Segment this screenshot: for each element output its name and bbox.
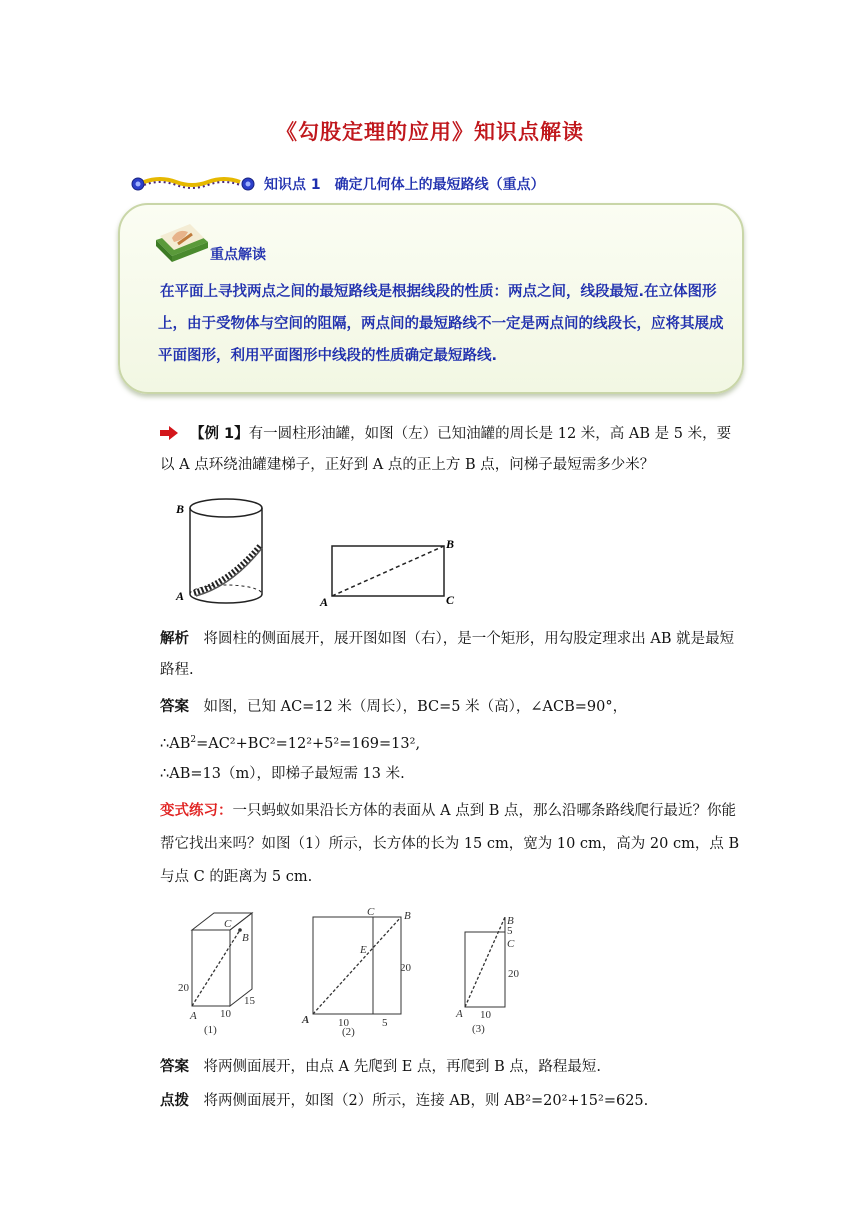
variant-figures (170, 905, 530, 1040)
knowledge-point-heading (130, 173, 545, 195)
answer-1-line-2: $\therefore AB^2=AC^2+BC^2=12^2+5^2=169=13^2$, (160, 735, 421, 752)
key-box-heading: 重点解读 (210, 247, 266, 263)
fig1-depth: 15 (244, 995, 255, 1007)
fig3-distance: 5 (507, 925, 513, 937)
fig2-height: 20 (400, 962, 411, 974)
variant-practice (160, 795, 740, 894)
analysis-text: 将圆柱的侧面展开，展开图如图（右），是一个矩形，用勾股定理求出 AB 就是最短路程. (160, 631, 735, 678)
fig3-height: 20 (508, 968, 519, 980)
fig1-height: 20 (178, 982, 189, 994)
analysis (160, 624, 740, 686)
fig2-width-1: 10 (338, 1017, 349, 1029)
answer-1-line-2-rest: =AC²+BC²=12²+5²=169=13², (196, 735, 421, 752)
fig1-label-b: B (242, 932, 249, 944)
hint-label: 点拨 (160, 1093, 189, 1109)
hint-text: 将两侧面展开，如图（2）所示，连接 AB，则 AB²=20²+15²=625. (203, 1093, 649, 1109)
answer-2-text: 将两侧面展开，由点 A 先爬到 E 点，再爬到 B 点，路程最短. (203, 1059, 601, 1075)
rect-label-b: B (446, 537, 455, 551)
fig2-label-a: A (302, 1014, 310, 1026)
fig3-label-c: C (507, 938, 515, 950)
analysis-label: 解析 (160, 631, 189, 647)
fig2-label-b: B (404, 910, 411, 922)
hint (160, 1086, 740, 1117)
rect-label-c: C (446, 593, 455, 607)
fig3-width: 10 (480, 1009, 491, 1021)
rect-label-a: A (320, 595, 329, 609)
answer-1-line-2-prefix: ∴AB (160, 735, 191, 752)
fig2-label-e: E (360, 944, 367, 956)
answer-2 (160, 1052, 740, 1083)
key-box-text: 在平面上寻找两点之间的最短路线是根据线段的性质：两点之间，线段最短.在立体图形上，由于受物体与空间的阻隔，两点间的最短路线不一定是两点间的线段长，应将其展成平面图形，利用平面图形中线段的性质确定最短路线. (158, 284, 724, 364)
knowledge-point-label: 知识点 1 确定几何体上的最短路线（重点） (264, 177, 545, 193)
example-tag: 【例 1】 (190, 426, 249, 442)
answer-1-line-3: ∴AB=13（m），即梯子最短需 13 米. (160, 766, 405, 782)
fig1-label-c: C (224, 918, 232, 930)
fig3-caption: (3) (472, 1023, 485, 1035)
fig1-width: 10 (220, 1008, 231, 1020)
fig3-label-b: B (507, 915, 514, 927)
answer-1-line-1: 如图，已知 AC=12 米（周长），BC=5 米（高），∠ACB=90°， (203, 699, 628, 715)
variant-text: 一只蚂蚁如果沿长方体的表面从 A 点到 B 点，那么沿哪条路线爬行最近？你能帮它找出来吗？如图（1）所示，长方体的长为 15 cm，宽为 10 cm，高为 20 cm，点 B 与点 C 的距离为 5 cm. (160, 803, 740, 885)
fig3-label-a: A (456, 1008, 463, 1020)
fig1-label-a: A (190, 1010, 197, 1022)
cyl-label-a: A (176, 589, 185, 603)
variant-label: 变式练习： (160, 803, 233, 819)
fig2-label-c: C (367, 906, 375, 918)
example-text: 有一圆柱形油罐，如图（左）已知油罐的周长是 12 米，高 AB 是 5 米，要以 A 点环绕油罐建梯子，正好到 A 点的正上方 B 点，问梯子最短需多少米？ (160, 426, 732, 473)
answer-2-label: 答案 (160, 1059, 189, 1075)
answer-1-label: 答案 (160, 699, 189, 715)
book-icon (152, 214, 210, 264)
fig2-caption: (2) (342, 1026, 355, 1038)
fig2-width-2: 5 (382, 1017, 388, 1029)
decorative-wave-icon (130, 174, 258, 194)
cyl-label-b: B (176, 502, 185, 516)
fig1-caption: (1) (204, 1024, 217, 1036)
example-1-figure (170, 496, 470, 614)
page-title: 《勾股定理的应用》知识点解读 (276, 120, 584, 144)
example-1 (160, 419, 740, 481)
answer-1 (160, 692, 740, 723)
